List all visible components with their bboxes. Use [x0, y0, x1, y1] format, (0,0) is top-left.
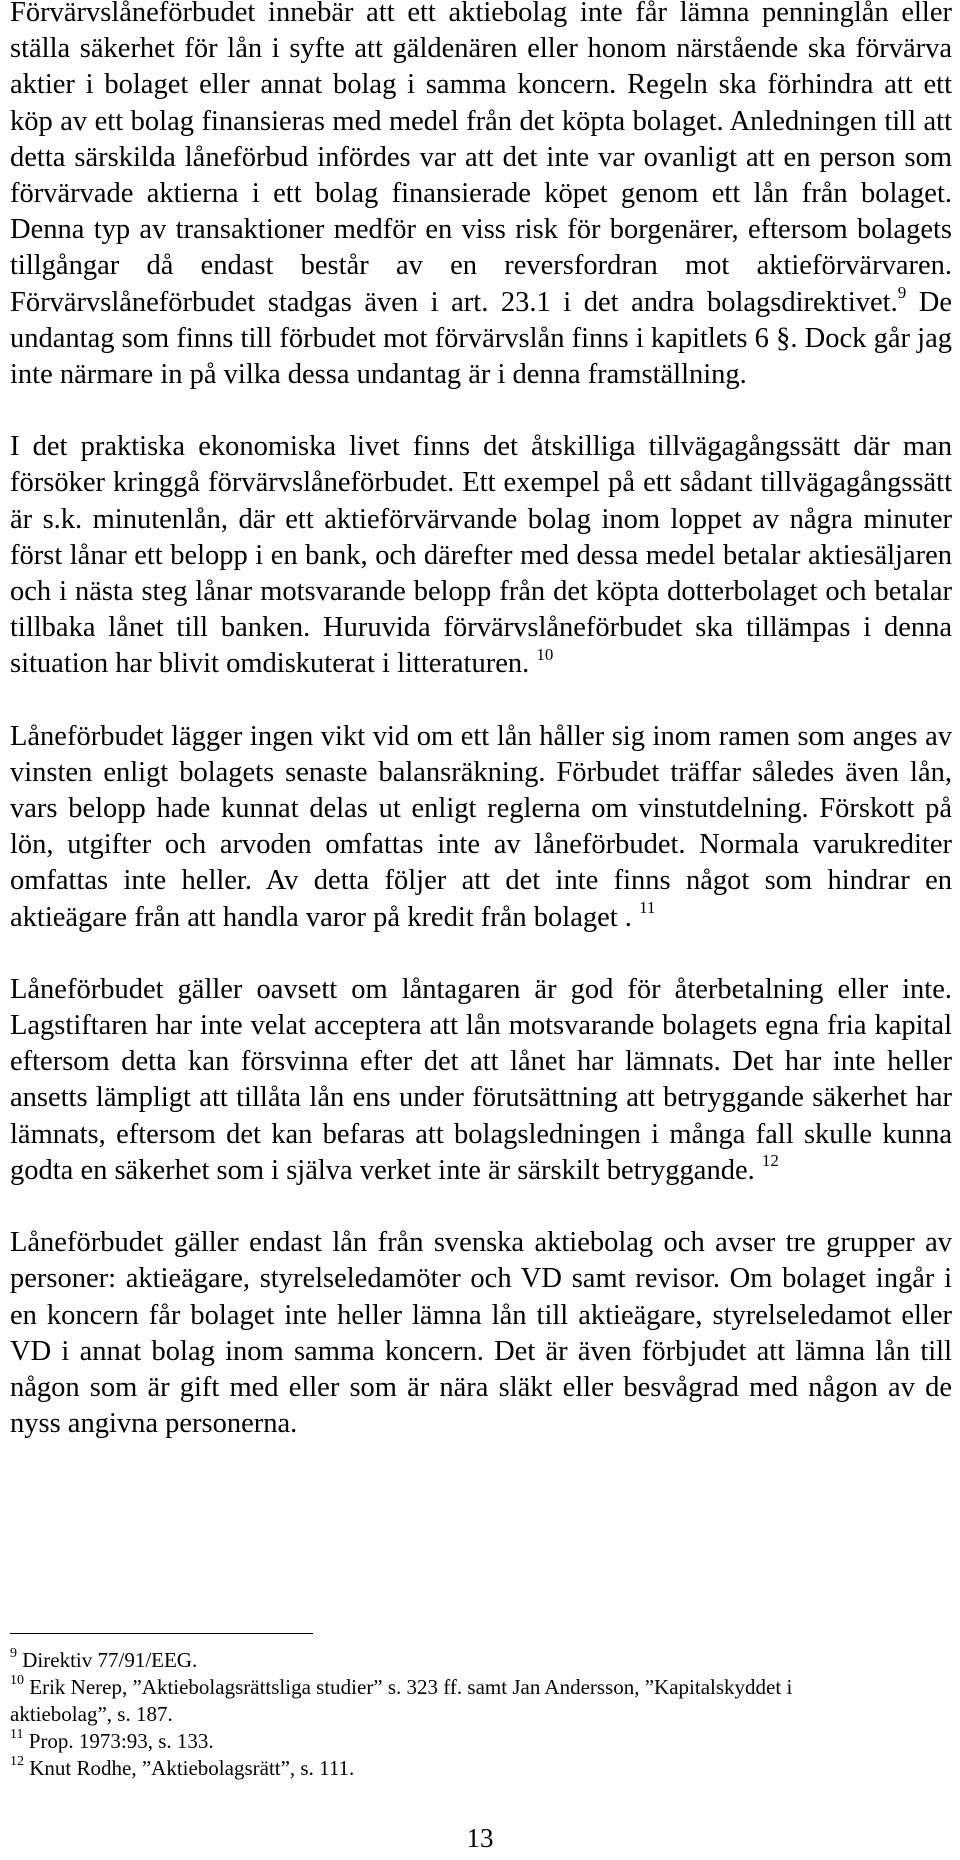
- footnotes: [10, 1647, 800, 1782]
- body-paragraph: [10, 429, 952, 682]
- footnote-text: Prop. 1973:93, s. 133.: [28, 1729, 214, 1753]
- footnote: [10, 1647, 800, 1674]
- footnote-text: Knut Rodhe, ”Aktiebolagsrätt”, s. 111.: [29, 1756, 355, 1780]
- footnote-number: 11: [10, 1727, 24, 1742]
- paragraph-text: Låneförbudet lägger ingen vikt vid om ett lån håller sig inom ramen som anges av vinsten enligt bolagets senaste balansräkning. Förbudet träffar således även lån, vars belopp hade kunnat delas ut enligt reglerna om vinstutdelning. Förskott på lön, utgifter och arvoden omfattas inte av låneförbudet. Normala varukrediter omfattas inte heller. Av detta följer att det inte finns något som hindrar en aktieägare från att handla varor på kredit från bolaget .: [10, 720, 952, 933]
- document-body: [10, 0, 952, 1442]
- paragraph-text: De undantag som finns till förbudet mot förvärvslån finns i kapitlets 6 §. Dock går jag inte närmare in på vilka dessa undantag är i denna framställning.: [10, 286, 952, 391]
- page-number: 13: [466, 1823, 494, 1853]
- footnote-number: 12: [10, 1754, 24, 1769]
- footnote-number: 9: [10, 1646, 17, 1661]
- footnote-text: Direktiv 77/91/EEG.: [22, 1648, 198, 1672]
- footnote-ref: 11: [639, 898, 656, 918]
- footnote-ref: 12: [761, 1151, 779, 1171]
- footnote-separator: [10, 1633, 313, 1634]
- footnote: [10, 1728, 800, 1755]
- paragraph-text: Låneförbudet gäller oavsett om låntagaren är god för återbetalning eller inte. Lagstiftaren har inte velat acceptera att lån motsvarande bolagets egna fria kapital eftersom detta kan försvinna efter det att lånet har lämnats. Det har inte heller ansetts lämpligt att tillåta lån ens under förutsättning att betryggande säkerhet har lämnats, eftersom det kan befaras att bolagsledningen i många fall skulle kunna godta en säkerhet som i själva verket inte är särskilt betryggande.: [10, 973, 952, 1186]
- footnote: [10, 1755, 800, 1782]
- body-paragraph: [10, 0, 952, 393]
- body-paragraph: [10, 719, 952, 936]
- footnote-ref: 10: [536, 644, 554, 664]
- body-paragraph: [10, 1225, 952, 1442]
- paragraph-text: Låneförbudet gäller endast lån från svenska aktiebolag och avser tre grupper av personer: aktieägare, styrelseledamöter och VD samt revisor. Om bolaget ingår i en koncern får bolaget inte heller lämna lån till aktieägare, styrelseledamot eller VD i annat bolag inom samma koncern. Det är även förbjudet att lämna lån till någon som är gift med eller som är nära släkt eller besvågrad med någon av de nyss angivna personerna.: [10, 1227, 952, 1440]
- body-paragraph: [10, 972, 952, 1189]
- footnote-ref: 9: [897, 283, 907, 303]
- footnote: [10, 1674, 800, 1728]
- paragraph-text: I det praktiska ekonomiska livet finns det åtskilliga tillvägagångssätt där man försöker kringgå förvärvslåneförbudet. Ett exempel på ett sådant tillvägagångssätt är s.k. minutenlån, där ett aktieförvärvande bolag inom loppet av några minuter först lånar ett belopp i en bank, och därefter med dessa medel betalar aktiesäljaren och i nästa steg lånar motsvarande belopp från det köpta dotterbolaget och betalar tillbaka lånet till banken. Huruvida förvärvslåneförbudet ska tillämpas i denna situation har blivit omdiskuterat i litteraturen.: [10, 431, 952, 680]
- paragraph-text: Förvärvslåneförbudet innebär att ett aktiebolag inte får lämna penninglån eller ställa säkerhet för lån i syfte att gäldenären eller honom närstående ska förvärva aktier i bolaget eller annat bolag i samma koncern. Regeln ska förhindra att ett köp av ett bolag finansieras med medel från det köpta bolaget. Anledningen till att detta särskilda låneförbud infördes var att det inte var ovanligt att en person som förvärvade aktierna i ett bolag finansierade köpet genom ett lån från bolaget. Denna typ av transaktioner medför en viss risk för borgenärer, eftersom bolagets tillgångar då endast består av en reversfordran mot aktieförvärvaren. Förvärvslåneförbudet stadgas även i art. 23.1 i det andra bolagsdirektivet.: [10, 0, 952, 318]
- footnote-number: 10: [10, 1673, 24, 1688]
- footnote-text: Erik Nerep, ”Aktiebolagsrättsliga studier” s. 323 ff. samt Jan Andersson, ”Kapitalskyddet i aktiebolag”, s. 187.: [10, 1675, 793, 1726]
